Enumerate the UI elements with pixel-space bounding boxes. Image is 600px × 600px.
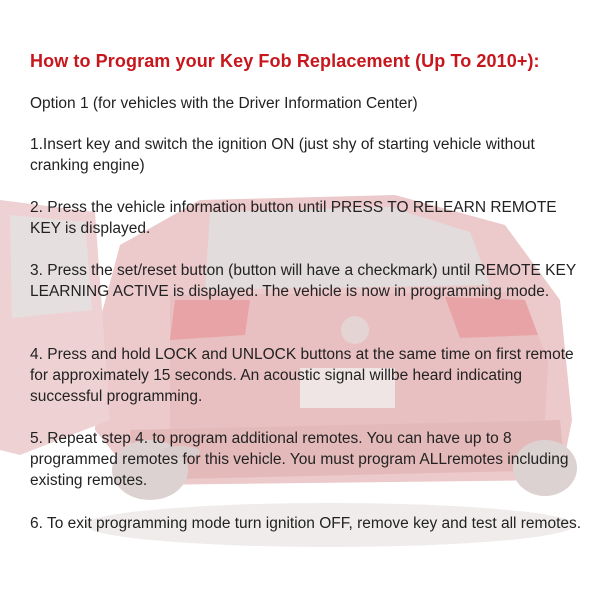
page-title: How to Program your Key Fob Replacement (Up To 2010+): xyxy=(30,51,540,71)
step-4-text: 4. Press and hold LOCK and UNLOCK buttons at the same time on first remote for approximately 15 seconds. An acoustic signal willbe heard indicating successful programming. xyxy=(30,346,574,405)
step-3-text: 3. Press the set/reset button (button will have a checkmark) until REMOTE KEY LEARNING ACTIVE is displayed. The vehicle is now in programming mode. xyxy=(30,262,576,300)
step-5-text: 5. Repeat step 4. to program additional remotes. You can have up to 8 programmed remotes for this vehicle. You must program ALLremotes including existing remotes. xyxy=(30,430,569,489)
step-2-text: 2. Press the vehicle information button until PRESS TO RELEARN REMOTE KEY is displayed. xyxy=(30,199,557,237)
step-1-text: 1.Insert key and switch the ignition ON (just shy of starting vehicle without cranking engine) xyxy=(30,136,535,174)
step-6-text: 6. To exit programming mode turn ignition OFF, remove key and test all remotes. xyxy=(30,515,582,532)
option-heading: Option 1 (for vehicles with the Driver Information Center) xyxy=(30,95,418,112)
